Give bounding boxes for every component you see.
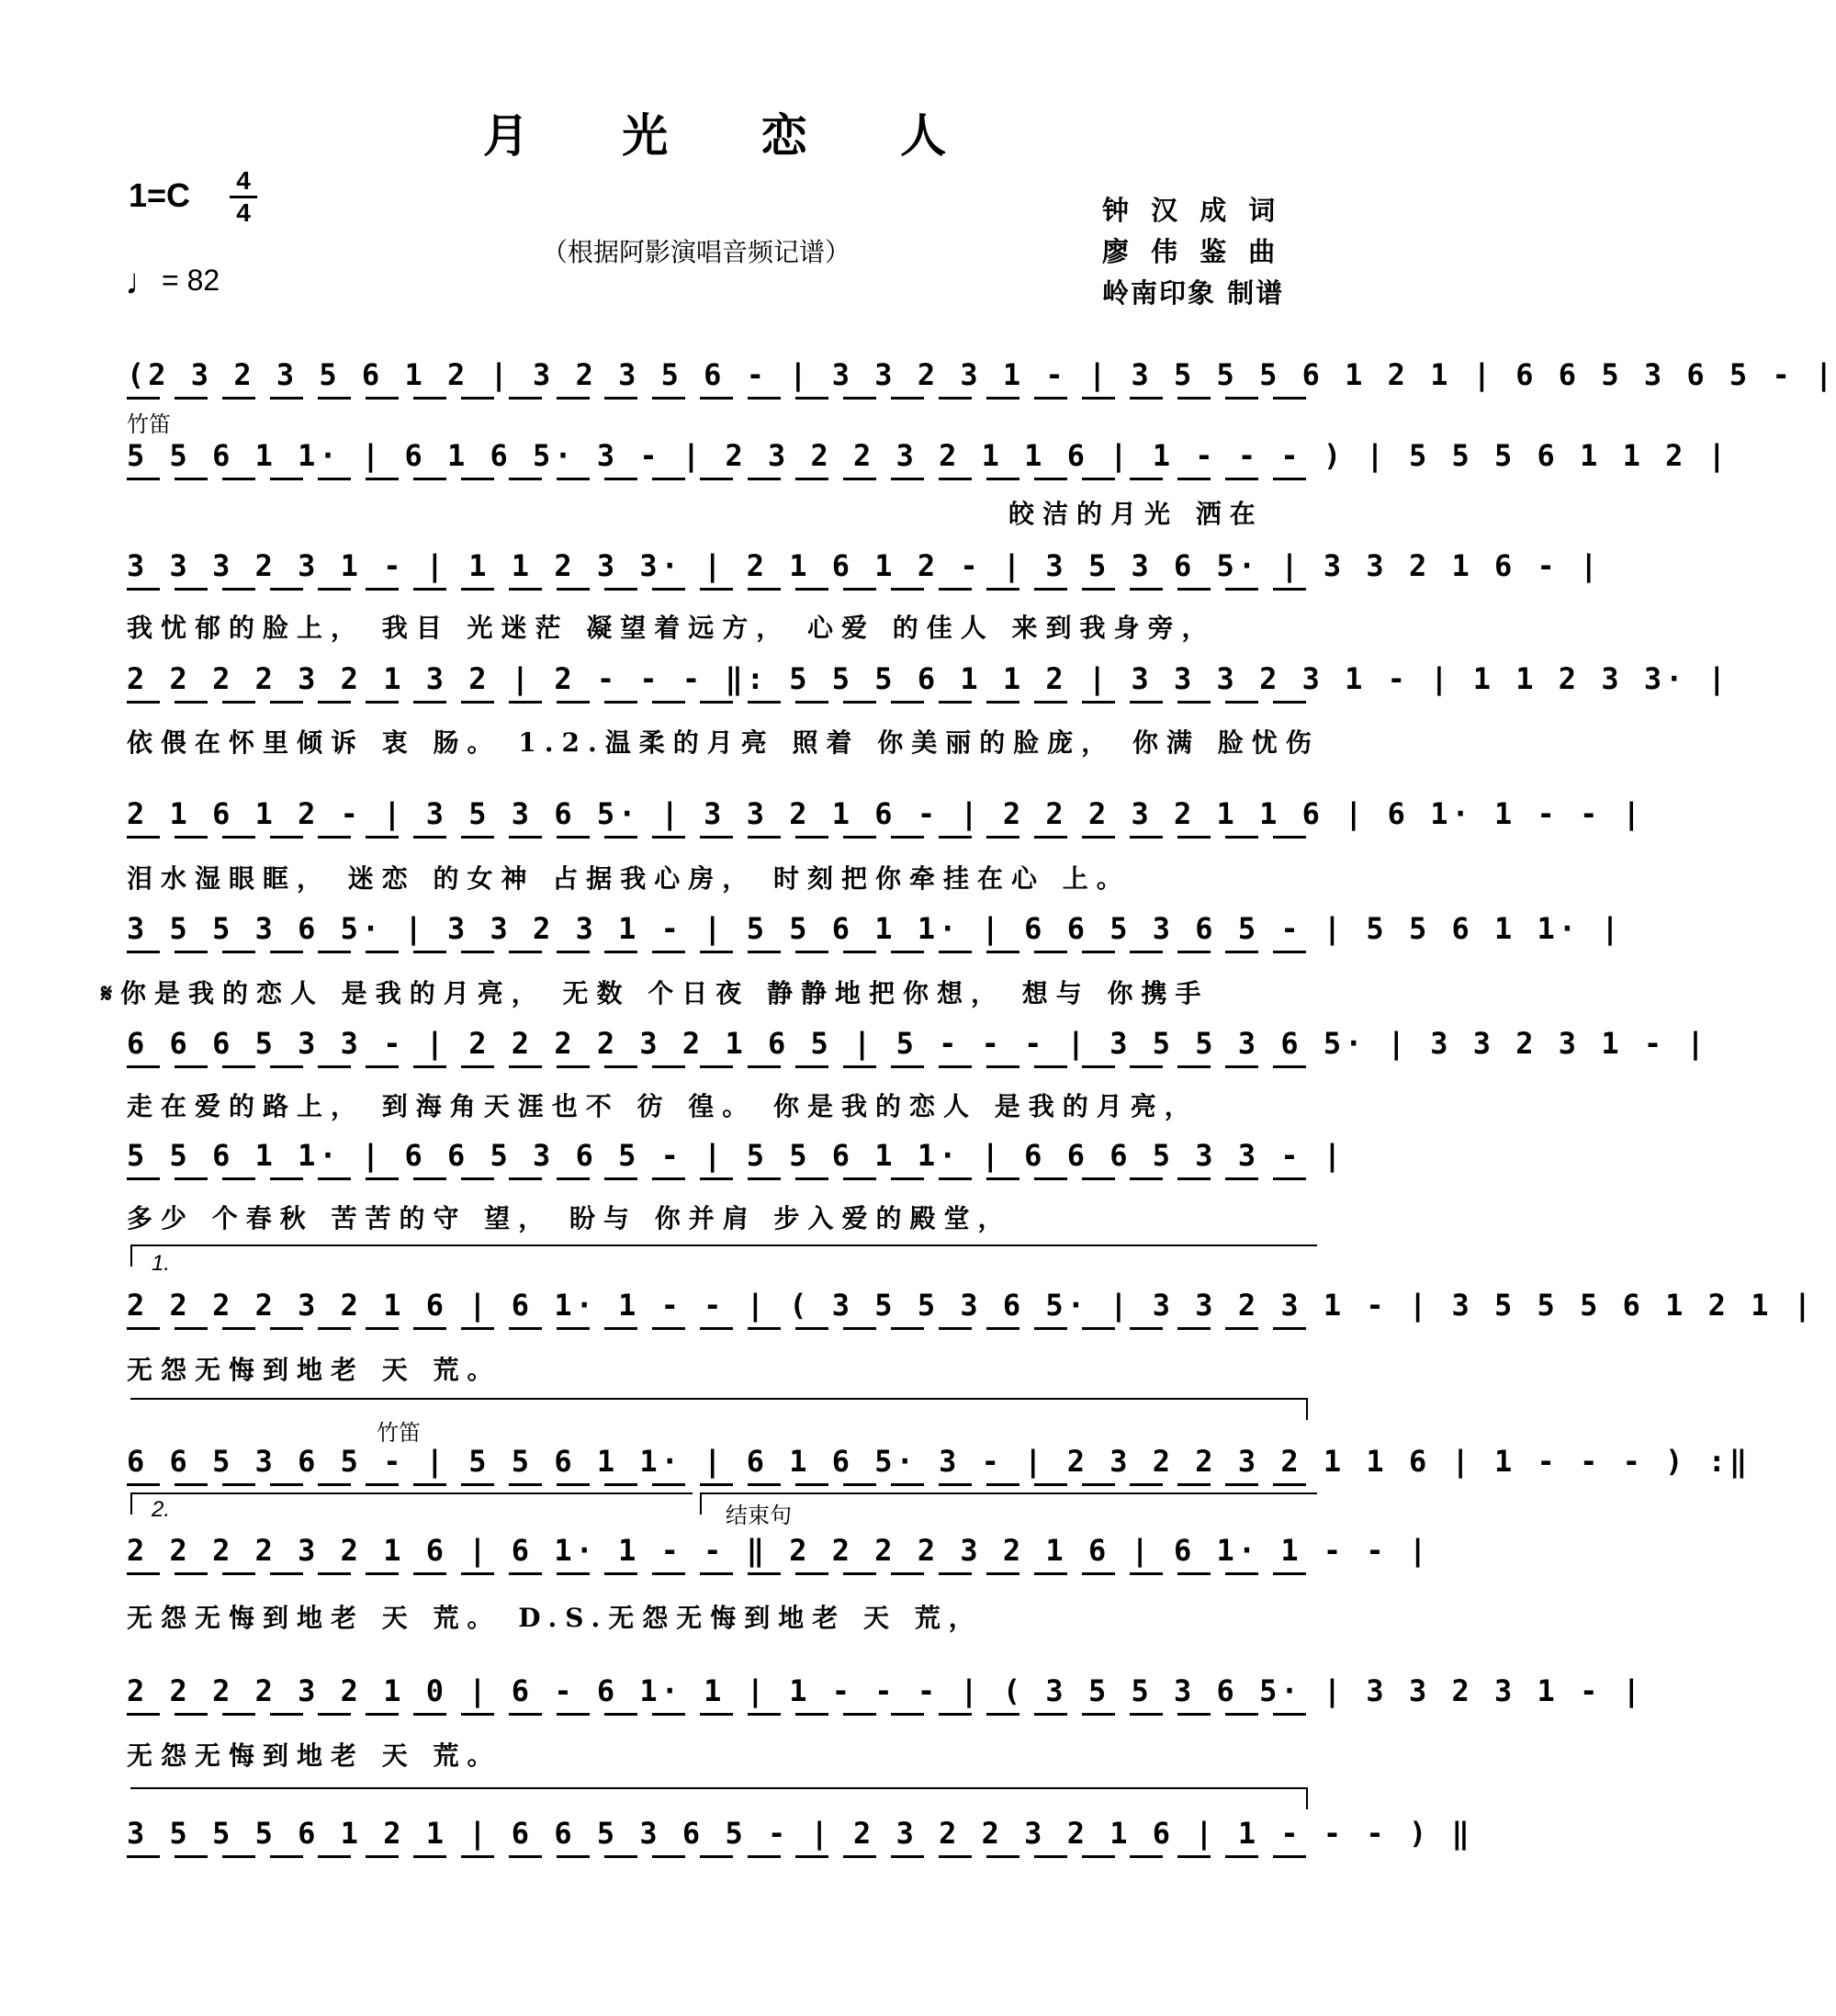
lyric-row-7: 走在爱的路上， 到海角天涯也不 彷 徨。 你是我的恋人 是我的月亮，: [127, 1091, 1199, 1121]
final-section-bracket: [130, 1787, 1308, 1809]
lyric-row-2: 皎洁的月光 洒在: [1008, 499, 1264, 529]
flute-label: 竹笛: [377, 1421, 421, 1446]
engraver-credit: 岭南印象 制谱: [1102, 277, 1285, 309]
notation-row-9: 2 2 2 2 3 2 1 6 | 6 1· 1 - - | ( 3 5 5 3 6 5· | 3 3 2 3 1 - | 3 5 5 5 6 1 2 1 |: [127, 1281, 1312, 1347]
subtitle: （根据阿影演唱音频记谱）: [542, 237, 851, 267]
notation-row-8: 5 5 6 1 1· | 6 6 5 3 6 5 - | 5 5 6 1 1· | 6 6 6 5 3 3 - |: [127, 1132, 1312, 1198]
time-signature-bottom: 4: [236, 198, 251, 227]
notation-row-13: 3 5 5 5 6 1 2 1 | 6 6 5 3 6 5 - | 2 3 2 2 3 2 1 6 | 1 - - - ) ‖: [127, 1809, 1312, 1875]
quarter-note-icon: ♩: [125, 262, 162, 302]
notation-row-6: 3 5 5 3 6 5· | 3 3 2 3 1 - | 5 5 6 1 1· | 6 6 5 3 6 5 - | 5 5 6 1 1· |: [127, 905, 1312, 971]
lyric-row-9: 无怨无悔到地老 天 荒。: [127, 1355, 501, 1385]
lyric-row-4: 依偎在怀里倾诉 衷 肠。 1.2.温柔的月亮 照着 你美丽的脸庞， 你满 脸忧伤: [127, 727, 1320, 758]
notation-row-5: 2 1 6 1 2 - | 3 5 3 6 5· | 3 3 2 1 6 - | 2 2 2 3 2 1 1 6 | 6 1· 1 - - |: [127, 790, 1312, 856]
notation-row-12: 2 2 2 2 3 2 1 0 | 6 - 6 1· 1 | 1 - - - | ( 3 5 5 3 6 5· | 3 3 2 3 1 - |: [127, 1667, 1312, 1733]
flute-label: 竹笛: [127, 412, 171, 437]
song-title: 月 光 恋 人: [482, 108, 986, 163]
tempo-marking: [125, 262, 220, 303]
coda-label: 结束句: [726, 1504, 792, 1528]
notation-row-2: 5 5 6 1 1· | 6 1 6 5· 3 - | 2 3 2 2 3 2 1 1 6 | 1 - - - ) | 5 5 5 6 1 1 2 |: [127, 432, 1312, 498]
notation-row-7: 6 6 6 5 3 3 - | 2 2 2 2 3 2 1 6 5 | 5 - - - | 3 5 5 3 6 5· | 3 3 2 3 1 - |: [127, 1019, 1312, 1086]
lyric-row-12: 无怨无悔到地老 天 荒。: [127, 1740, 501, 1771]
ending-1-bracket: [130, 1245, 1317, 1267]
lyricist-credit: 钟 汉 成 词: [1102, 195, 1282, 226]
time-signature: [230, 168, 257, 226]
ending-1-bracket-end: [130, 1398, 1308, 1420]
notation-row-11: 2 2 2 2 3 2 1 6 | 6 1· 1 - - ‖ 2 2 2 2 3 2 1 6 | 6 1· 1 - - |: [127, 1526, 1312, 1593]
ending-2-label: 2.: [152, 1497, 171, 1522]
lyric-row-3: 我忧郁的脸上， 我目 光迷茫 凝望着远方， 心爱 的佳人 来到我身旁，: [127, 613, 1216, 643]
key-signature: 1=C: [129, 176, 191, 214]
notation-row-4: 2 2 2 2 3 2 1 3 2 | 2 - - - ‖: 5 5 5 6 1 1 2 | 3 3 3 2 3 1 - | 1 1 2 3 3· |: [127, 655, 1312, 721]
lyric-row-8: 多少 个春秋 苦苦的守 望， 盼与 你并肩 步入爱的殿堂，: [127, 1203, 1012, 1233]
notation-row-10: 6 6 5 3 6 5 - | 5 5 6 1 1· | 6 1 6 5· 3 - | 2 3 2 2 3 2 1 1 6 | 1 - - - ) :‖: [127, 1437, 1312, 1504]
time-signature-top: 4: [236, 166, 251, 195]
notation-row-1: (2 3 2 3 5 6 1 2 | 3 2 3 5 6 - | 3 3 2 3 1 - | 3 5 5 5 6 1 2 1 | 6 6 5 3 6 5 - |: [127, 351, 1312, 417]
lyric-row-11: 无怨无悔到地老 天 荒。 D.S.无怨无悔到地老 天 荒，: [127, 1603, 983, 1633]
notation-row-3: 3 3 3 2 3 1 - | 1 1 2 3 3· | 2 1 6 1 2 - | 3 5 3 6 5· | 3 3 2 1 6 - |: [127, 542, 1312, 608]
tempo-value: = 82: [162, 264, 220, 297]
ending-1-label: 1.: [152, 1251, 171, 1276]
lyric-row-6: 𝄋你是我的恋人 是我的月亮， 无数 个日夜 静静地把你想， 想与 你携手: [101, 978, 1210, 1008]
composer-credit: 廖 伟 鉴 曲: [1102, 236, 1282, 267]
lyric-row-5: 泪水湿眼眶， 迷恋 的女神 占据我心房， 时刻把你牵挂在心 上。: [127, 863, 1131, 894]
